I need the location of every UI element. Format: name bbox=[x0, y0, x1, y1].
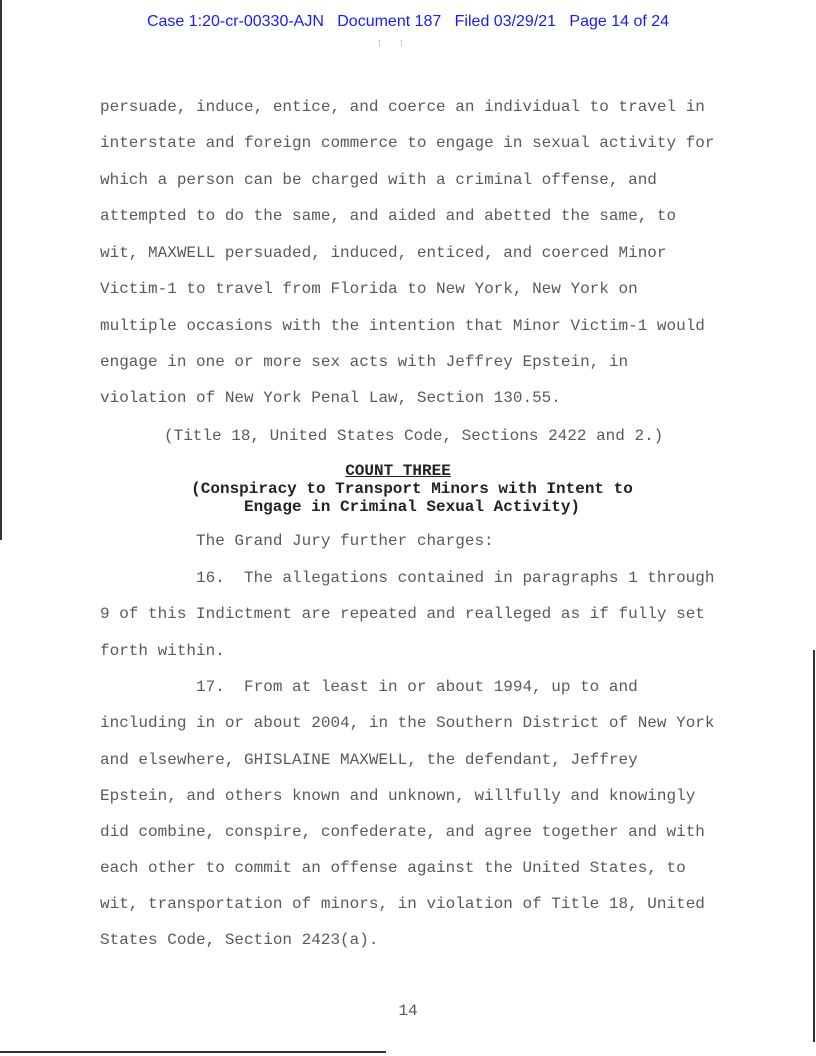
scan-artifact: ⁝ bbox=[378, 38, 381, 48]
text-line: 16. The allegations contained in paragraphs 1 through bbox=[196, 569, 715, 587]
text-line: States Code, Section 2423(a). bbox=[100, 931, 379, 949]
text-line: Victim-1 to travel from Florida to New York, New York on bbox=[100, 280, 638, 298]
count-subtitle: Engage in Criminal Sexual Activity) bbox=[243, 498, 581, 516]
text-line: multiple occasions with the intention that Minor Victim-1 would bbox=[100, 317, 705, 335]
text-line: each other to commit an offense against the United States, to bbox=[100, 859, 686, 877]
text-line: including in or about 2004, in the Southern District of New York bbox=[100, 714, 715, 732]
text-line: wit, transportation of minors, in violation of Title 18, United bbox=[100, 895, 705, 913]
text-line: did combine, conspire, confederate, and agree together and with bbox=[100, 823, 705, 841]
case-number: Case 1:20-cr-00330-AJN bbox=[146, 13, 324, 30]
text-line: wit, MAXWELL persuaded, induced, enticed, and coerced Minor bbox=[100, 244, 667, 262]
text-line: persuade, induce, entice, and coerce an individual to travel in bbox=[100, 98, 705, 116]
charge-intro: The Grand Jury further charges: bbox=[196, 532, 494, 550]
text-line: engage in one or more sex acts with Jeffrey Epstein, in bbox=[100, 353, 629, 371]
text-line: interstate and foreign commerce to engage in sexual activity for bbox=[100, 134, 715, 152]
scan-border-left bbox=[0, 0, 2, 540]
text-line: Epstein, and others known and unknown, willfully and knowingly bbox=[100, 787, 696, 805]
text-line: which a person can be charged with a criminal offense, and bbox=[100, 171, 657, 189]
filed-date: Filed 03/29/21 bbox=[454, 13, 557, 30]
statutory-citation: (Title 18, United States Code, Sections 2422 and 2.) bbox=[164, 427, 664, 445]
text-line: 17. From at least in or about 1994, up to and bbox=[196, 678, 638, 696]
count-title: COUNT THREE bbox=[345, 462, 451, 480]
page-number: 14 bbox=[398, 1002, 418, 1020]
scan-border-right bbox=[813, 650, 815, 1042]
document-number: Document 187 bbox=[337, 13, 442, 30]
page-count: Page 14 of 24 bbox=[569, 13, 670, 30]
text-line: forth within. bbox=[100, 642, 225, 660]
text-line: violation of New York Penal Law, Section 130.55. bbox=[100, 389, 561, 407]
scan-artifact: ⁝ bbox=[400, 38, 403, 48]
text-line: and elsewhere, GHISLAINE MAXWELL, the defendant, Jeffrey bbox=[100, 751, 638, 769]
ecf-header bbox=[0, 13, 816, 31]
scan-border-bottom bbox=[0, 1051, 386, 1053]
text-line: attempted to do the same, and aided and abetted the same, to bbox=[100, 207, 677, 225]
count-subtitle: (Conspiracy to Transport Minors with Intent to bbox=[191, 480, 633, 498]
text-line: 9 of this Indictment are repeated and realleged as if fully set bbox=[100, 605, 705, 623]
